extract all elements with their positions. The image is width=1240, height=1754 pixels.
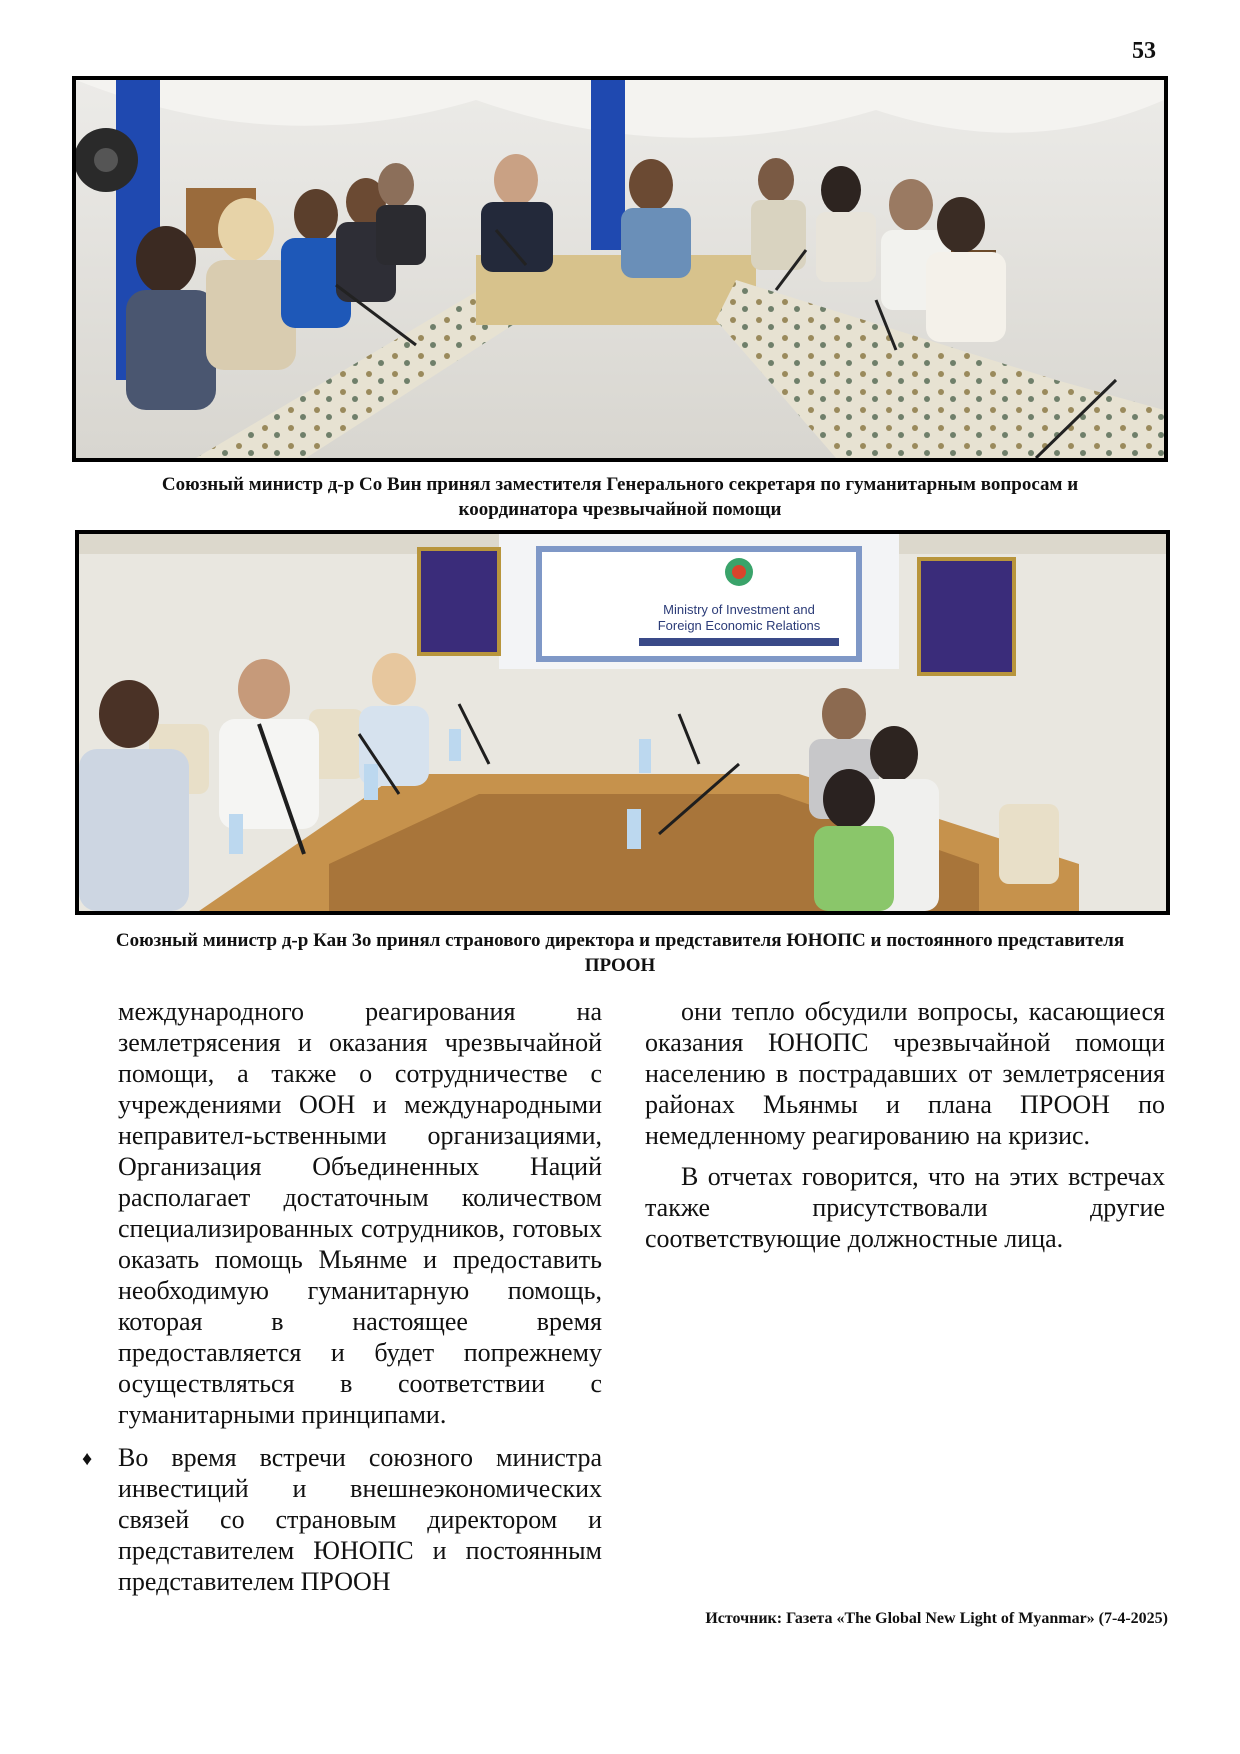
article-paragraph: они тепло обсудили вопросы, касающиеся оказания ЮНОПС чрезвычайной помощи населению в пострадавших от землетрясения районах Мьянмы и плана ПРООН по немедленному реагированию на кризис. (645, 997, 1165, 1150)
article-bullet-text: Во время встречи союзного министра инвестиций и внешнеэкономических связей со страновым директором и представителем ЮНОПС и постоянным представителем ПРООН (118, 1443, 602, 1596)
article-paragraph: международного реагирования на землетрясения и оказания чрезвычайной помощи, а также о сотрудничестве с учреждениями ООН и международными неправител-ьственными организациями, Организация Объединенных Наций располагает достаточным количеством специализированных сотрудников, готовых оказать помощь Мьянме и предоставить необходимую гуманитарную помощь, которая в настоящее время предоставляется и будет попрежнему осуществляться в соответствии с гуманитарными принципами. (118, 997, 602, 1429)
article-right-column (645, 996, 1165, 1254)
bullet-diamond-icon: ♦ (82, 1448, 93, 1470)
banner-line-2: Foreign Economic Relations (657, 618, 821, 633)
meeting-photo-2 (75, 530, 1170, 915)
banner-line-1: Ministry of Investment and (663, 602, 815, 617)
meeting-photo-1-image (76, 80, 1164, 458)
photo-2-caption: Союзный министр д-р Кан Зо принял странового директора и представителя ЮНОПС и постоянного представителя ПРООН (115, 930, 1125, 976)
source-credit: Источник: Газета «The Global New Light of Myanmar» (7-4-2025) (705, 1610, 1168, 1627)
page-number: 53 (1132, 38, 1156, 64)
article-paragraph: В отчетах говорится, что на этих встречах также присутствовали другие соответствующие должностные лица. (645, 1162, 1165, 1253)
photo-1-caption: Союзный министр д-р Со Вин принял заместителя Генерального секретаря по гуманитарным вопросам и координатора чрезвычайной помощи (161, 474, 1079, 520)
meeting-photo-2-image (79, 534, 1166, 911)
article-left-column (82, 996, 602, 1597)
article-bullet-item (82, 1442, 602, 1597)
meeting-photo-1 (72, 76, 1168, 462)
